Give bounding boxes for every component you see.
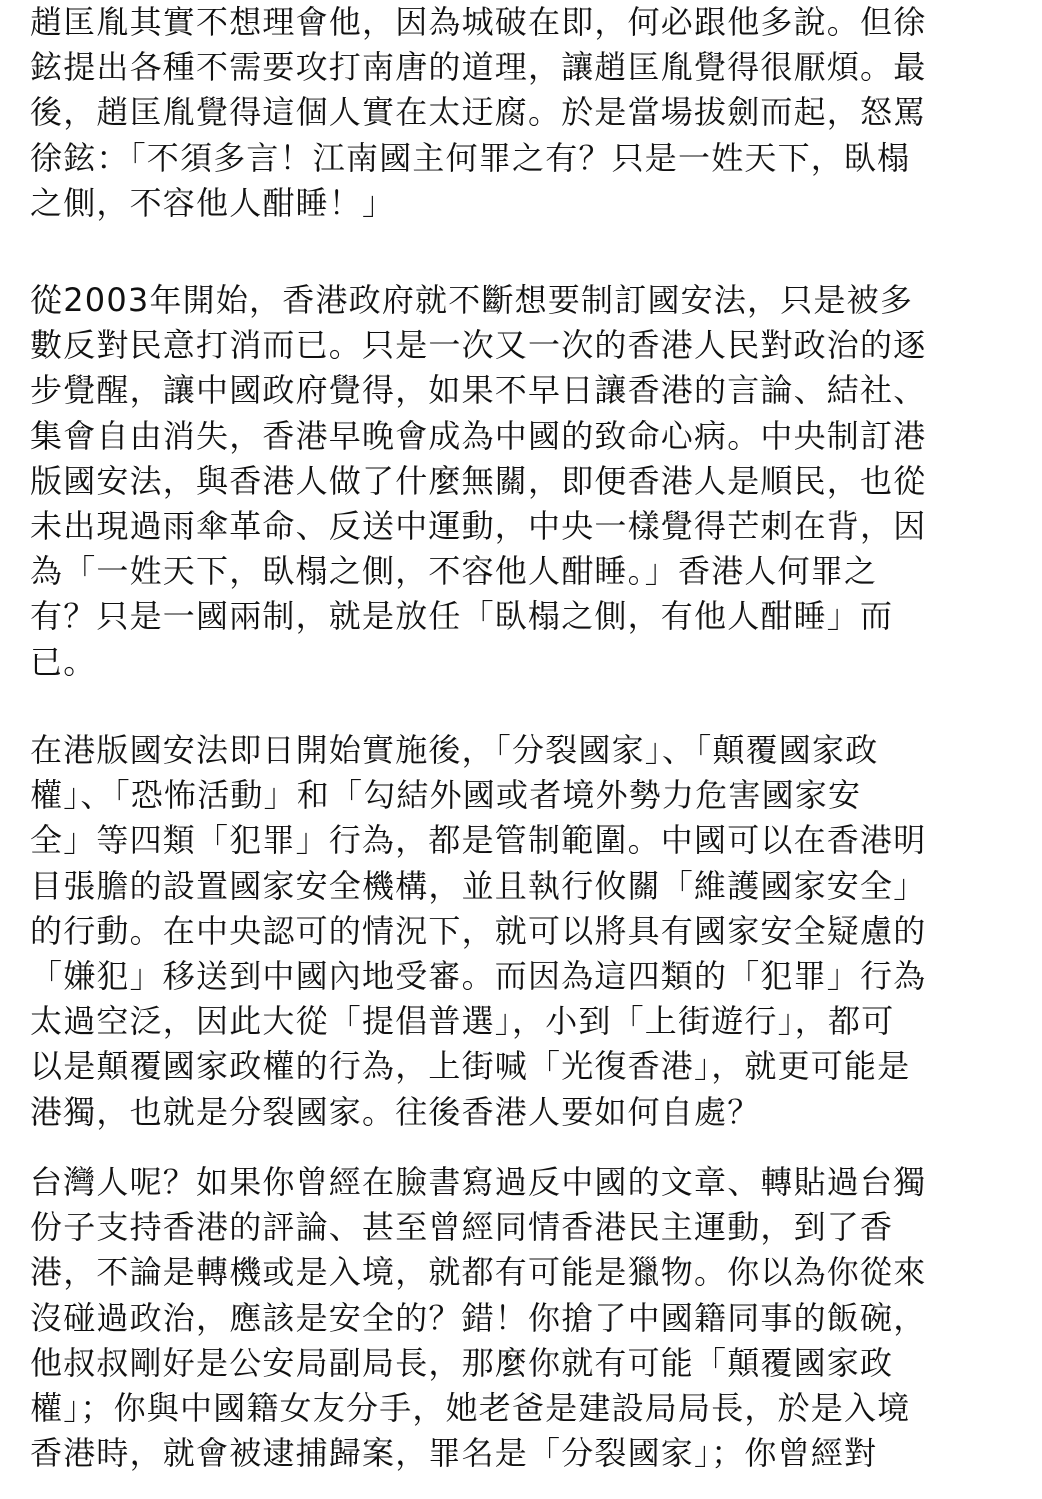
text-line: 港獨，也就是分裂國家。往後香港人要如何自處？ xyxy=(30,1092,761,1131)
text-line: 趙匡胤其實不想理會他，因為城破在即，何必跟他多說。但徐 xyxy=(30,3,927,41)
text-line: 港，不論是轉機或是入境，就都有可能是獵物。你以為你從來 xyxy=(30,1253,927,1292)
text-line: 份子支持香港的評論、甚至曾經同情香港民主運動，到了香 xyxy=(30,1208,894,1247)
text-line: 之側，不容他人酣睡！」 xyxy=(30,183,396,222)
text-line: 未出現過雨傘革命、反送中運動，中央一樣覺得芒刺在背，因 xyxy=(30,507,927,546)
text-line: 已。 xyxy=(30,642,97,681)
paragraph-2 xyxy=(30,278,926,685)
text-line: 權」；你與中國籍女友分手，她老爸是建設局局長，於是入境 xyxy=(30,1389,911,1428)
text-line: 全」等四類「犯罪」行為，都是管制範圍。中國可以在香港明 xyxy=(30,821,927,860)
text-line: 權」、「恐怖活動」和「勾結外國或者境外勢力危害國家安 xyxy=(30,776,862,815)
text-line: 版國安法，與香港人做了什麼無關，即便香港人是順民，也從 xyxy=(30,461,927,500)
text-line: 數反對民意打消而已。只是一次又一次的香港人民對政治的逐 xyxy=(30,326,927,365)
paragraph-1 xyxy=(30,0,926,226)
text-line: 集會自由消失，香港早晚會成為中國的致命心病。中央制訂港 xyxy=(30,416,927,455)
text-line: 有？只是一國兩制，就是放任「臥榻之側，有他人酣睡」而 xyxy=(30,597,894,636)
text-line: 在港版國安法即日開始實施後，「分裂國家」、「顛覆國家政 xyxy=(30,731,879,769)
text-line: 為「一姓天下，臥榻之側，不容他人酣睡。」香港人何罪之 xyxy=(30,552,878,591)
text-line: 的行動。在中央認可的情況下，就可以將具有國家安全疑慮的 xyxy=(30,911,927,950)
text-line: 徐鉉：「不須多言！江南國主何罪之有？只是一姓天下，臥榻 xyxy=(30,138,911,177)
text-line: 從2003年開始，香港政府就不斷想要制訂國安法，只是被多 xyxy=(30,281,914,319)
text-line: 香港時，就會被逮捕歸案，罪名是「分裂國家」；你曾經對 xyxy=(30,1434,878,1473)
paragraph-4 xyxy=(30,1160,926,1476)
text-line: 後，趙匡胤覺得這個人實在太迂腐。於是當場拔劍而起，怒罵 xyxy=(30,93,927,132)
text-line: 太過空泛，因此大從「提倡普選」，小到「上街遊行」，都可 xyxy=(30,1002,895,1041)
text-line: 台灣人呢？如果你曾經在臉書寫過反中國的文章、轉貼過台獨 xyxy=(30,1163,927,1201)
text-line: 他叔叔剛好是公安局副局長，那麼你就有可能「顛覆國家政 xyxy=(30,1343,894,1382)
text-line: 鉉提出各種不需要攻打南唐的道理，讓趙匡胤覺得很厭煩。最 xyxy=(30,48,927,87)
text-line: 以是顛覆國家政權的行為，上街喊「光復香港」，就更可能是 xyxy=(30,1047,911,1086)
paragraph-3 xyxy=(30,728,926,1135)
text-line: 「嫌犯」移送到中國內地受審。而因為這四類的「犯罪」行為 xyxy=(30,957,927,996)
text-line: 步覺醒，讓中國政府覺得，如果不早日讓香港的言論、結社、 xyxy=(30,371,927,410)
text-line: 沒碰過政治，應該是安全的？錯！你搶了中國籍同事的飯碗， xyxy=(30,1298,927,1337)
text-line: 目張膽的設置國家安全機構，並且執行攸關「維護國家安全」 xyxy=(30,866,927,905)
